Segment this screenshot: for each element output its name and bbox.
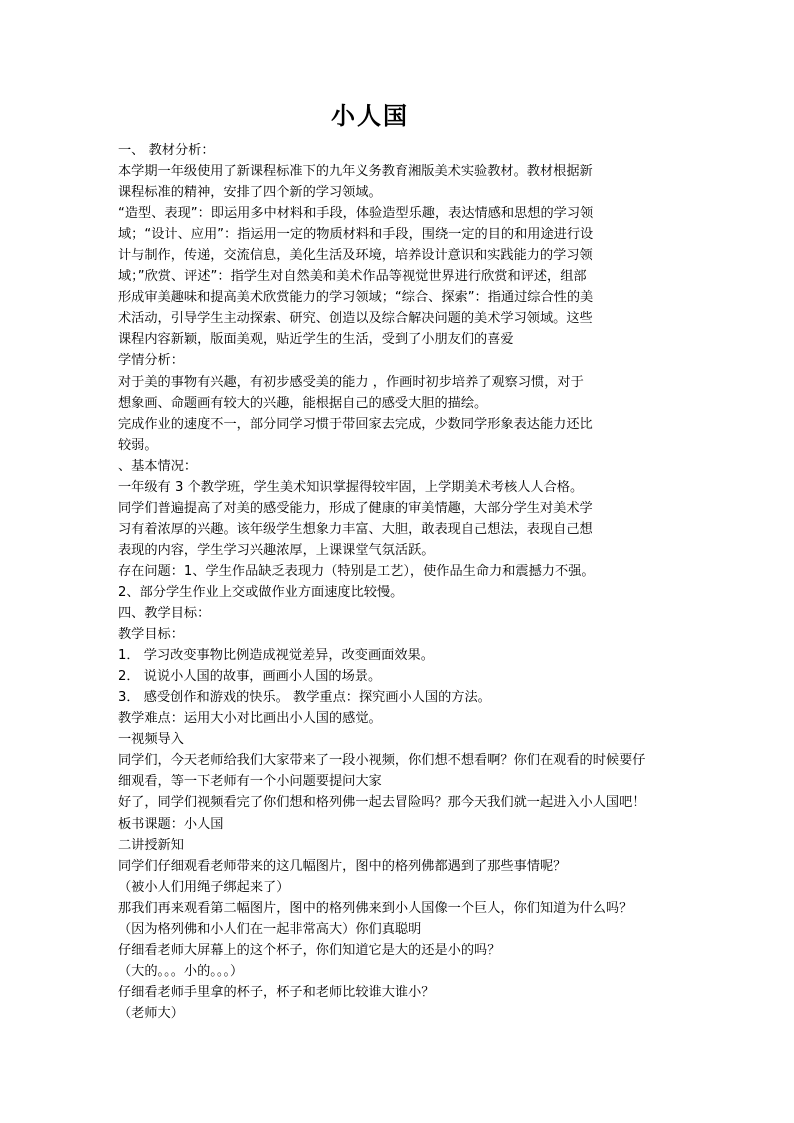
text-line: 细观看，等一下老师有一个小问题要提问大家	[118, 774, 382, 790]
text-line: 教学难点：运用大小对比画出小人国的感觉。	[118, 711, 382, 727]
text-line: 域；“设计、应用”：指运用一定的物质材料和手段，围绕一定的目的和用途进行设	[118, 227, 594, 243]
text-line: 课程内容新颖，版面美观，贴近学生的生活，受到了小朋友们的喜爱	[118, 332, 514, 348]
text-line: 本学期一年级使用了新课程标准下的九年义务教育湘版美术实验教材。教材根据新	[118, 164, 593, 180]
text-line: 存在问题：1、学生作品缺乏表现力（特别是工艺），使作品生命力和震撼力不强。	[118, 563, 595, 579]
text-line: 2． 说说小人国的故事，画画小人国的场景。	[118, 669, 382, 685]
text-line: 同学们仔细观看老师带来的这几幅图片，图中的格列佛都遇到了那些事情呢？	[118, 858, 567, 874]
text-line: 想象画、命题画有较大的兴趣，能根据自己的感受大胆的描绘。	[118, 395, 488, 411]
document-body	[118, 140, 646, 1024]
text-line: 术活动，引导学生主动探索、研究、创造以及综合解决问题的美术学习领域。这些	[118, 311, 593, 327]
text-line: 一年级有 3 个教学班，学生美术知识掌握得较牢固，上学期美术考核人人合格。	[118, 479, 584, 495]
text-line: 课程标准的精神，安排了四个新的学习领域。	[118, 185, 382, 201]
text-line: 习有着浓厚的兴趣。该年级学生想象力丰富、大胆，敢表现自己想法，表现自己想	[118, 521, 593, 537]
text-line: （被小人们用绳子绑起来了）	[118, 879, 290, 895]
text-line: 完成作业的速度不一，部分同学习惯于带回家去完成，少数同学形象表达能力还比	[118, 416, 593, 432]
text-line: 四、教学目标：	[118, 606, 211, 622]
text-line: “造型、表现”：即运用多中材料和手段，体验造型乐趣，表达情感和思想的学习领	[118, 206, 594, 222]
text-line: 一、 教材分析：	[118, 143, 215, 158]
text-line: 仔细看老师大屏幕上的这个杯子，你们知道它是大的还是小的吗？	[118, 942, 501, 958]
text-line: （因为格列佛和小人们在一起非常高大）你们真聪明	[118, 921, 422, 937]
text-line: 一视频导入	[118, 732, 184, 748]
text-line: 表现的内容，学生学习兴趣浓厚，上课课堂气氛活跃。	[118, 542, 435, 558]
text-line: 2、部分学生作业上交或做作业方面速度比较慢。	[118, 584, 404, 600]
text-line: 板书课题：小人国	[118, 816, 224, 832]
text-line: 计与制作，传递，交流信息，美化生活及环境，培养设计意识和实践能力的学习领	[118, 248, 593, 264]
text-line: 1． 学习改变事物比例造成视觉差异，改变画面效果。	[118, 648, 434, 664]
text-line: 同学们，今天老师给我们大家带来了一段小视频，你们想不想看啊？你们在观看的时候要仔	[118, 753, 646, 769]
page-title: 小人国	[331, 101, 409, 130]
text-line: 仔细看老师手里拿的杯子，杯子和老师比较谁大谁小？	[118, 984, 435, 1000]
text-line: 3． 感受创作和游戏的快乐。 教学重点：探究画小人国的方法。	[118, 690, 491, 706]
text-line: 学情分析：	[118, 353, 184, 369]
text-line: 二讲授新知	[118, 837, 184, 853]
text-line: 域；”欣赏、评述”：指学生对自然美和美术作品等视觉世界进行欣赏和评述，组部	[118, 269, 587, 285]
text-line: 、基本情况：	[118, 458, 198, 474]
text-line: 好了，同学们视频看完了你们想和格列佛一起去冒险吗？那今天我们就一起进入小人国吧！	[118, 795, 646, 811]
text-line: 形成审美趣味和提高美术欣赏能力的学习领域；“综合、探索”：指通过综合性的美	[118, 290, 594, 306]
text-line: 教学目标：	[118, 627, 184, 643]
text-line: 那我们再来观看第二幅图片，图中的格列佛来到小人国像一个巨人，你们知道为什么吗？	[118, 900, 633, 916]
text-line: 较弱。	[118, 437, 158, 453]
text-line: （老师大）	[118, 1005, 184, 1021]
text-line: 对于美的事物有兴趣，有初步感受美的能力 ，作画时初步培养了观察习惯，对于	[118, 374, 584, 390]
text-line: 同学们普遍提高了对美的感受能力，形成了健康的审美情趣，大部分学生对美术学	[118, 500, 593, 516]
text-line: （大的。。。小的。。。）	[118, 963, 244, 979]
